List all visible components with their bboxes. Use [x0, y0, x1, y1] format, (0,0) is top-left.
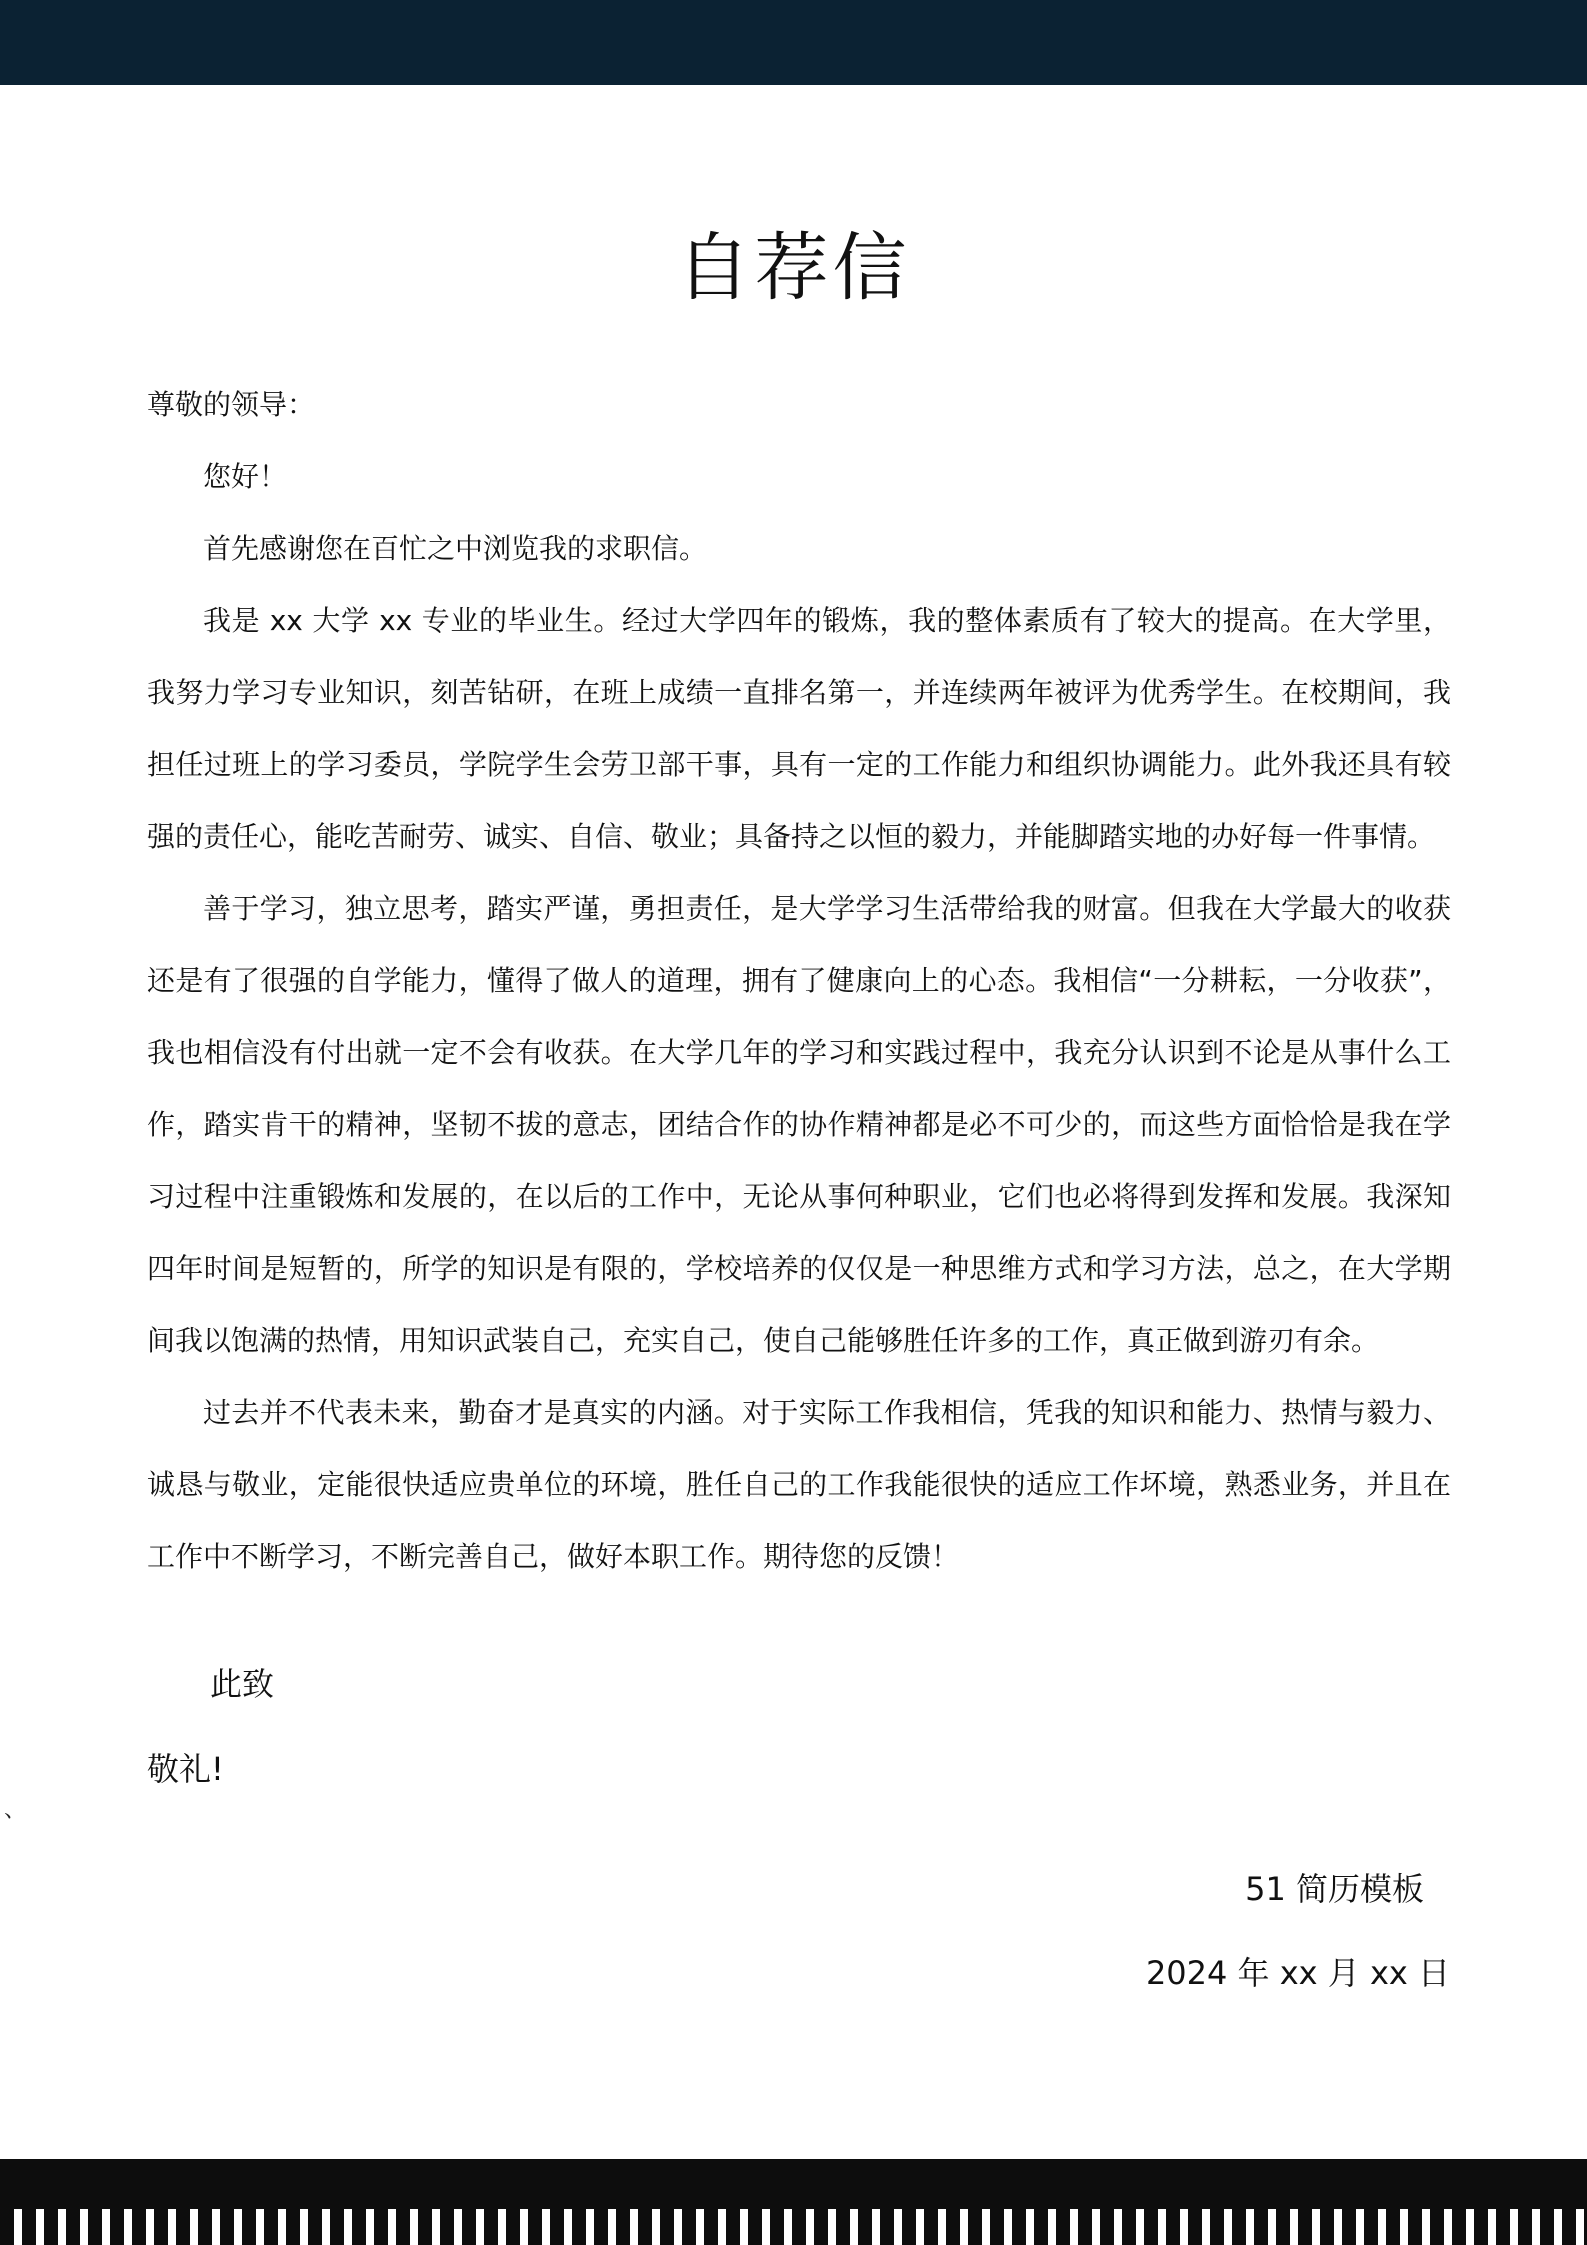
- closing-line-jingli: 敬礼!: [147, 1750, 224, 1788]
- paragraph-intro: 首先感谢您在百忙之中浏览我的求职信。: [203, 532, 708, 565]
- stray-mark: 、: [4, 1798, 27, 1823]
- paragraph-outlook: 过去并不代表未来，勤奋才是真实的内涵。对于实际工作我相信，凭我的知识和能力、热情与毅力、诚恳与敬业，定能很快适应贵单位的环境，胜任自己的工作我能很快的适应工作坏境，熟悉业务，并且在工作中不断学习，不断完善自己，做好本职工作。期待您的反馈！: [147, 1396, 1451, 1573]
- letter-body: [147, 513, 1451, 1593]
- greeting-line: [147, 441, 1451, 513]
- signature-date: 2024 年 xx 月 xx 日: [1145, 1954, 1450, 1992]
- paragraph-growth: 善于学习，独立思考，踏实严谨，勇担责任，是大学学习生活带给我的财富。但我在大学最大的收获还是有了很强的自学能力，懂得了做人的道理，拥有了健康向上的心态。我相信“一分耕耘，一分收获”，我也相信没有付出就一定不会有收获。在大学几年的学习和实践过程中，我充分认识到不论是从事什么工作，踏实肯干的精神，坚韧不拔的意志，团结合作的协作精神都是必不可少的，而这些方面恰恰是我在学习过程中注重锻炼和发展的，在以后的工作中，无论从事何种职业，它们也必将得到发挥和发展。我深知四年时间是短暂的，所学的知识是有限的，学校培养的仅仅是一种思维方式和学习方法，总之，在大学期间我以饱满的热情，用知识武装自己，充实自己，使自己能够胜任许多的工作，真正做到游刃有余。: [147, 892, 1451, 1357]
- top-header-band: [0, 0, 1587, 85]
- greeting: 您好！: [203, 460, 288, 493]
- closing-line-cizhi: 此致: [210, 1665, 275, 1703]
- salutation: 尊敬的领导：: [147, 388, 316, 421]
- piano-keys-decoration: [0, 2209, 1587, 2245]
- letter-title: 自荐信: [676, 225, 911, 311]
- paragraph-background: 我是 xx 大学 xx 专业的毕业生。经过大学四年的锻炼，我的整体素质有了较大的提高。在大学里，我努力学习专业知识，刻苦钻研，在班上成绩一直排名第一，并连续两年被评为优秀学生。在校期间，我担任过班上的学习委员，学院学生会劳卫部干事，具有一定的工作能力和组织协调能力。此外我还具有较强的责任心，能吃苦耐劳、诚实、自信、敬业；具备持之以恒的毅力，并能脚踏实地的办好每一件事情。: [147, 604, 1451, 853]
- signature-name: 51 简历模板: [1245, 1870, 1424, 1908]
